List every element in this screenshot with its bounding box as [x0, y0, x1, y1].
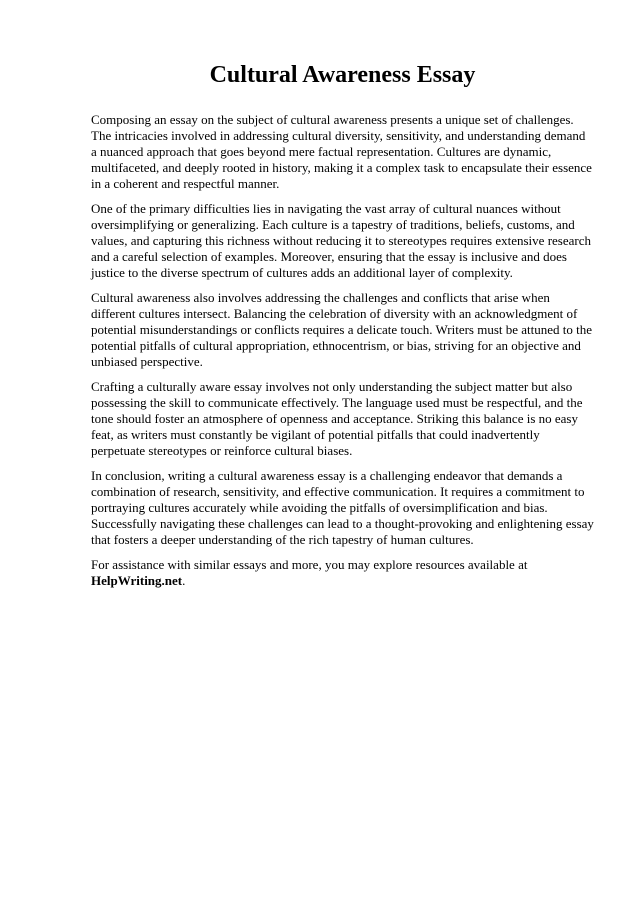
paragraph-5: In conclusion, writing a cultural awareness essay is a challenging endeavor that demands a combination of research, sensitivity, and effective communication. It requires a commitment to portraying cultures accurately while avoiding the pitfalls of oversimplification and bias. Successfully navigating these challenges can lead to a thought-provoking and enlightening essay that fosters a deeper understanding of the rich tapestry of human cultures.: [91, 468, 594, 547]
page-title: Cultural Awareness Essay: [209, 62, 476, 88]
paragraph-1: Composing an essay on the subject of cultural awareness presents a unique set of challenges. The intricacies involved in addressing cultural diversity, sensitivity, and understanding demand a nuanced approach that goes beyond mere factual representation. Cultures are dynamic, multifaceted, and deeply rooted in history, making it a complex task to encapsulate their essence in a coherent and respectful manner.: [91, 112, 592, 191]
closing-text: For assistance with similar essays and more, you may explore resources available at: [91, 557, 528, 572]
paragraph-4: Crafting a culturally aware essay involves not only understanding the subject matter but also possessing the skill to communicate effectively. The language used must be respectful, and the tone should foster an atmosphere of openness and acceptance. Striking this balance is no easy feat, as writers must constantly be vigilant of potential pitfalls that could inadvertently perpetuate stereotypes or reinforce cultural biases.: [91, 379, 583, 458]
closing-paragraph: [91, 557, 594, 589]
closing-period: .: [182, 573, 186, 588]
paragraph-2: One of the primary difficulties lies in navigating the vast array of cultural nuances without oversimplifying or generalizing. Each culture is a tapestry of traditions, beliefs, customs, and values, and capturing this richness without reducing it to stereotypes requires extensive research and a careful selection of examples. Moreover, ensuring that the essay is inclusive and does justice to the diverse spectrum of cultures adds an additional layer of complexity.: [91, 201, 591, 280]
helpwriting-link[interactable]: HelpWriting.net: [91, 573, 183, 588]
paragraph-3: Cultural awareness also involves addressing the challenges and conflicts that arise when different cultures intersect. Balancing the celebration of diversity with an acknowledgment of potential misunderstandings or conflicts requires a delicate touch. Writers must be attuned to the potential pitfalls of cultural appropriation, ethnocentrism, or bias, striving for an objective and unbiased perspective.: [91, 290, 593, 369]
